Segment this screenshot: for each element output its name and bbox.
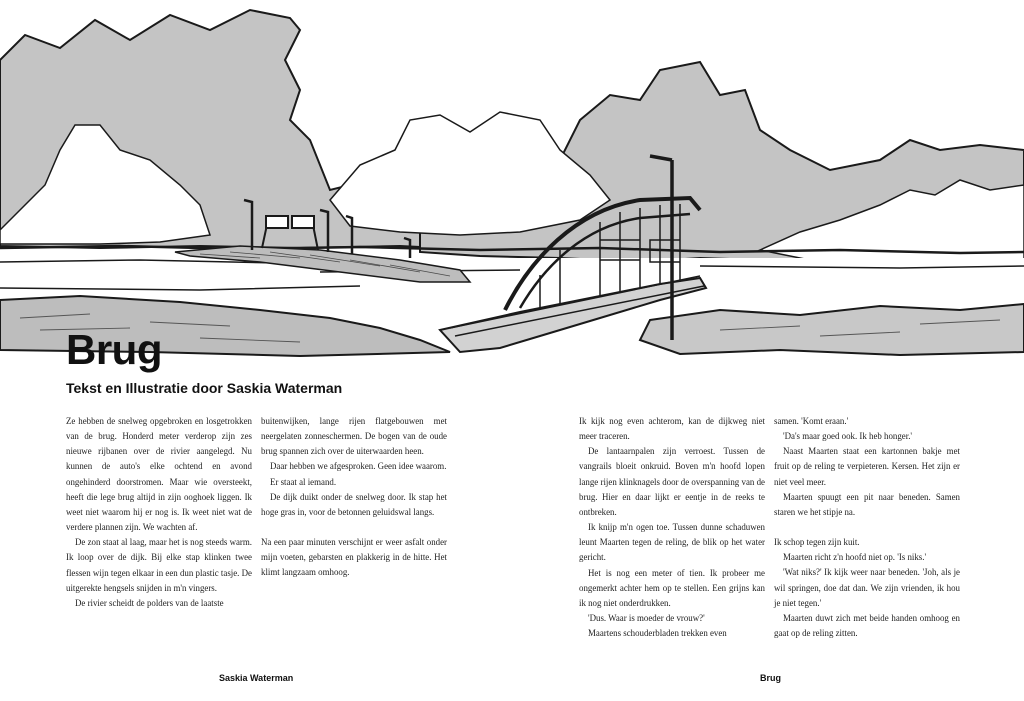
text-column-3 (579, 414, 765, 641)
cloud-white-mid (330, 112, 610, 235)
paragraph: Na een paar minuten verschijnt er weer asfalt onder mijn voeten, gebarsten en plakkerig in de hitte. Het klimt langzaam omhoog. (261, 537, 447, 578)
paragraph: Ik knijp m'n ogen toe. Tussen dunne schaduwen leunt Maarten tegen de reling, de blik op het water gericht. (579, 522, 765, 563)
text-column-1 (66, 414, 252, 611)
paragraph: De lantaarnpalen zijn verroest. Tussen de vangrails bloeit onkruid. Boven m'n hoofd lopen lange rijen klinknagels door de overspanning van de brug. Hier en daar lijkt er eentje in de reeks te ontbreken. (579, 446, 765, 517)
paragraph: De dijk duikt onder de snelweg door. Ik stap het hoge gras in, voor de betonnen geluidswal langs. (261, 491, 447, 517)
paragraph: De rivier scheidt de polders van de laatste (75, 597, 224, 608)
paragraph: 'Dus. Waar is moeder de vrouw?' (588, 613, 705, 624)
footer-title: Brug (760, 673, 781, 683)
paragraph: Daar hebben we afgesproken. Geen idee waarom. (270, 461, 447, 472)
paragraph: buitenwijken, lange rijen flatgebouwen met neergelaten zonneschermen. De bogen van de oude brug spannen zich over de uiterwaarden heen. (261, 416, 447, 457)
paragraph: Maarten richt z'n hoofd niet op. 'Is niks.' (783, 552, 927, 563)
story-byline: Tekst en Illustratie door Saskia Waterman (66, 380, 343, 396)
paragraph: Ik schop tegen zijn kuit. (774, 537, 860, 548)
foreground-ground-right (640, 304, 1024, 355)
paragraph: Naast Maarten staat een kartonnen bakje met fruit op de reling te verpieteren. Kersen. Het zijn er niet veel meer. (774, 446, 960, 487)
paragraph: 'Da's maar goed ook. Ik heb honger.' (783, 431, 913, 442)
paragraph: Er staat al iemand. (270, 476, 337, 487)
paragraph: Maartens schouderbladen trekken even (588, 628, 727, 639)
paragraph: samen. 'Komt eraan.' (774, 416, 849, 426)
paragraph: 'Wat niks?' Ik kijk weer naar beneden. 'Joh, als je wil springen, doe dat dan. We zijn vrienden, ik hou je niet tegen.' (774, 567, 960, 608)
paragraph: Het is nog een meter of tien. Ik probeer me ongemerkt achter hem op te stellen. Een grijns kan ik nog niet onderdrukken. (579, 567, 765, 608)
story-title: Brug (66, 326, 162, 373)
river-water (0, 258, 1024, 286)
text-column-4 (774, 414, 960, 641)
paragraph: Maarten spuugt een pit naar beneden. Samen staren we het stipje na. (774, 491, 960, 517)
paragraph: Ik kijk nog even achterom, kan de dijkweg niet meer traceren. (579, 416, 765, 442)
text-column-2 (261, 414, 447, 581)
footer-author: Saskia Waterman (219, 673, 294, 683)
paragraph: Ze hebben de snelweg opgebroken en losgetrokken van de brug. Honderd meter verderop zijn zes nieuwe rijbanen over de rivier aangelegd. Nu kunnen de auto's elke ochtend en avond ongehinderd doorstromen. Maar wie oversteekt, heeft die lege brug altijd in zijn ooghoek liggen. Ik weet niet waarom hij er nog is. Ik weet niet wat de verdere plannen zijn. We wachten af. (66, 416, 252, 533)
paragraph: De zon staat al laag, maar het is nog steeds warm. Ik loop over de dijk. Bij elke stap klinken twee flessen wijn tegen elkaar in een dun plastic tasje. De uitgerekte hengsels snijden in m'n vingers. (66, 537, 252, 593)
paragraph: Maarten duwt zich met beide handen omhoog en gaat op de reling zitten. (774, 612, 960, 639)
